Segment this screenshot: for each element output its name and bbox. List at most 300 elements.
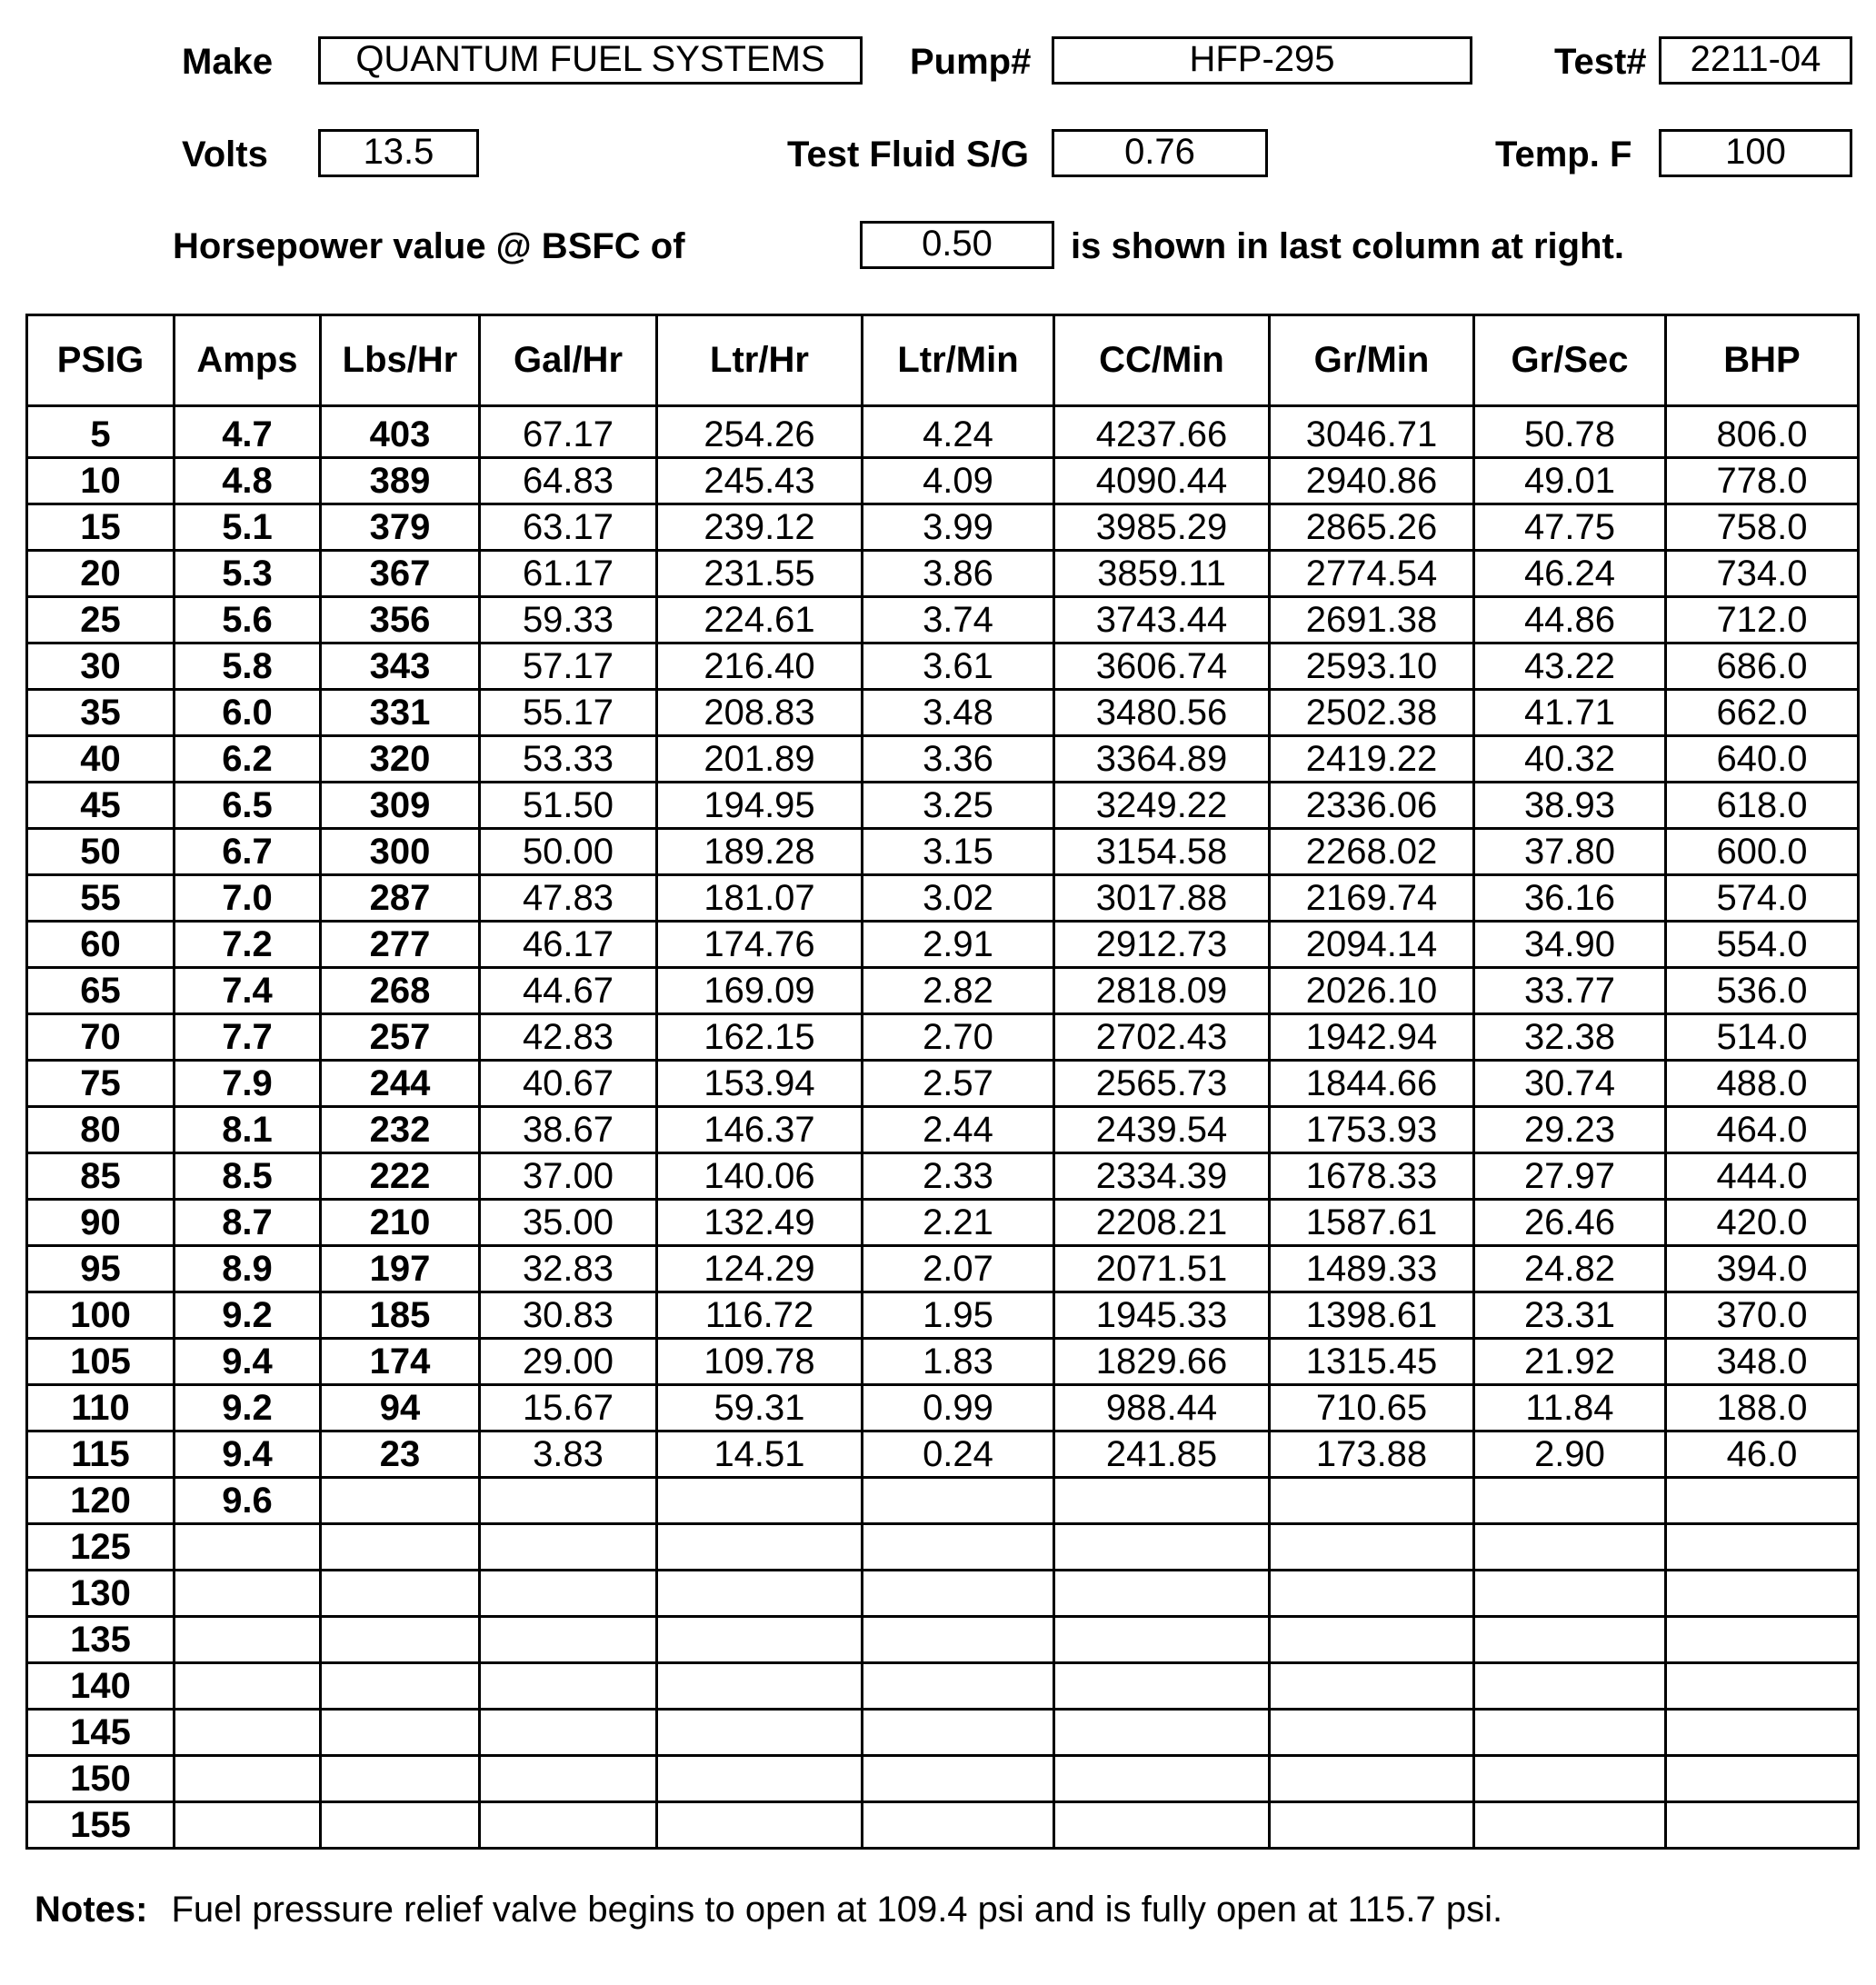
pump-test-table: [25, 314, 1860, 1850]
cell-bhp: 46.0: [1666, 1431, 1859, 1478]
cell-lbs-hr: 356: [321, 597, 480, 643]
cell-bhp: 734.0: [1666, 551, 1859, 597]
table-row: [27, 1339, 1859, 1385]
cell-gr-min: 1315.45: [1270, 1339, 1474, 1385]
table-row: [27, 1014, 1859, 1061]
cell-ltr-hr: [657, 1571, 863, 1617]
table-row: [27, 922, 1859, 968]
table-row: [27, 1663, 1859, 1710]
cell-ltr-min: 2.21: [863, 1200, 1054, 1246]
cell-ltr-min: 3.61: [863, 643, 1054, 690]
cell-gr-sec: 36.16: [1474, 875, 1666, 922]
cell-amps: [175, 1710, 321, 1756]
cell-gr-sec: 29.23: [1474, 1107, 1666, 1153]
cell-gal-hr: 42.83: [480, 1014, 657, 1061]
cell-ltr-hr: 116.72: [657, 1292, 863, 1339]
cell-gal-hr: 46.17: [480, 922, 657, 968]
cell-bhp: [1666, 1478, 1859, 1524]
cell-lbs-hr: [321, 1478, 480, 1524]
cell-ltr-hr: 59.31: [657, 1385, 863, 1431]
table-row: [27, 1431, 1859, 1478]
cell-gr-sec: 41.71: [1474, 690, 1666, 736]
cell-gr-min: 1942.94: [1270, 1014, 1474, 1061]
cell-gr-min: 2268.02: [1270, 829, 1474, 875]
cell-cc-min: [1054, 1756, 1270, 1802]
table-row: [27, 1756, 1859, 1802]
cell-gr-sec: 24.82: [1474, 1246, 1666, 1292]
cell-gal-hr: 37.00: [480, 1153, 657, 1200]
cell-bhp: [1666, 1802, 1859, 1849]
cell-bhp: [1666, 1617, 1859, 1663]
cell-ltr-hr: [657, 1617, 863, 1663]
cell-ltr-min: [863, 1710, 1054, 1756]
cell-psig: 30: [27, 643, 175, 690]
cell-psig: 115: [27, 1431, 175, 1478]
cell-psig: 50: [27, 829, 175, 875]
cell-bhp: 488.0: [1666, 1061, 1859, 1107]
cell-gr-min: 173.88: [1270, 1431, 1474, 1478]
cell-lbs-hr: 343: [321, 643, 480, 690]
cell-psig: 15: [27, 504, 175, 551]
cell-amps: 8.1: [175, 1107, 321, 1153]
cell-amps: 8.7: [175, 1200, 321, 1246]
cell-gal-hr: 51.50: [480, 783, 657, 829]
cell-ltr-min: 0.24: [863, 1431, 1054, 1478]
cell-ltr-hr: 174.76: [657, 922, 863, 968]
table-row: [27, 1292, 1859, 1339]
table-row: [27, 1478, 1859, 1524]
cell-gr-min: 1398.61: [1270, 1292, 1474, 1339]
cell-cc-min: 3249.22: [1054, 783, 1270, 829]
table-row: [27, 736, 1859, 783]
cell-cc-min: 1945.33: [1054, 1292, 1270, 1339]
cell-psig: 75: [27, 1061, 175, 1107]
cell-gr-min: 2336.06: [1270, 783, 1474, 829]
cell-gr-min: 710.65: [1270, 1385, 1474, 1431]
cell-gr-sec: 32.38: [1474, 1014, 1666, 1061]
cell-ltr-hr: 181.07: [657, 875, 863, 922]
cell-gr-sec: 26.46: [1474, 1200, 1666, 1246]
cell-amps: 8.9: [175, 1246, 321, 1292]
cell-ltr-hr: [657, 1524, 863, 1571]
cell-psig: 150: [27, 1756, 175, 1802]
cell-ltr-min: [863, 1524, 1054, 1571]
cell-lbs-hr: [321, 1571, 480, 1617]
cell-gr-min: 2593.10: [1270, 643, 1474, 690]
table-row: [27, 1200, 1859, 1246]
cell-amps: [175, 1524, 321, 1571]
cell-bhp: 712.0: [1666, 597, 1859, 643]
cell-cc-min: 3985.29: [1054, 504, 1270, 551]
cell-cc-min: 2912.73: [1054, 922, 1270, 968]
cell-ltr-min: 2.70: [863, 1014, 1054, 1061]
cell-lbs-hr: [321, 1756, 480, 1802]
cell-cc-min: 3859.11: [1054, 551, 1270, 597]
cell-cc-min: 3743.44: [1054, 597, 1270, 643]
cell-lbs-hr: 403: [321, 406, 480, 458]
cell-gr-min: 1489.33: [1270, 1246, 1474, 1292]
cell-gal-hr: 53.33: [480, 736, 657, 783]
cell-bhp: 536.0: [1666, 968, 1859, 1014]
cell-bhp: [1666, 1571, 1859, 1617]
cell-cc-min: 2439.54: [1054, 1107, 1270, 1153]
cell-gr-sec: [1474, 1617, 1666, 1663]
cell-gr-sec: 33.77: [1474, 968, 1666, 1014]
cell-gal-hr: 55.17: [480, 690, 657, 736]
cell-amps: 8.5: [175, 1153, 321, 1200]
cell-gr-sec: 40.32: [1474, 736, 1666, 783]
cell-psig: 60: [27, 922, 175, 968]
cell-gr-min: 1678.33: [1270, 1153, 1474, 1200]
cell-gr-min: [1270, 1710, 1474, 1756]
bsfc-field[interactable]: 0.50: [860, 221, 1054, 269]
cell-amps: [175, 1756, 321, 1802]
cell-lbs-hr: 94: [321, 1385, 480, 1431]
cell-gal-hr: 30.83: [480, 1292, 657, 1339]
cell-ltr-min: [863, 1617, 1054, 1663]
cell-psig: 145: [27, 1710, 175, 1756]
temp-field[interactable]: 100: [1659, 129, 1852, 177]
cell-bhp: 188.0: [1666, 1385, 1859, 1431]
table-row: [27, 597, 1859, 643]
column-header-gr-min: Gr/Min: [1270, 315, 1474, 406]
cell-gal-hr: 61.17: [480, 551, 657, 597]
cell-gr-sec: [1474, 1524, 1666, 1571]
cell-gal-hr: 50.00: [480, 829, 657, 875]
cell-gr-sec: 50.78: [1474, 406, 1666, 458]
cell-amps: 5.8: [175, 643, 321, 690]
test-fluid-sg-field[interactable]: 0.76: [1052, 129, 1268, 177]
cell-gr-sec: 23.31: [1474, 1292, 1666, 1339]
cell-gal-hr: [480, 1478, 657, 1524]
cell-bhp: 618.0: [1666, 783, 1859, 829]
cell-amps: 7.7: [175, 1014, 321, 1061]
cell-gr-sec: 2.90: [1474, 1431, 1666, 1478]
cell-lbs-hr: 210: [321, 1200, 480, 1246]
cell-psig: 85: [27, 1153, 175, 1200]
cell-ltr-hr: [657, 1478, 863, 1524]
pump-label: Pump#: [910, 42, 1032, 82]
cell-gal-hr: [480, 1663, 657, 1710]
cell-bhp: [1666, 1756, 1859, 1802]
cell-ltr-hr: 169.09: [657, 968, 863, 1014]
cell-ltr-hr: 124.29: [657, 1246, 863, 1292]
cell-gr-min: [1270, 1802, 1474, 1849]
cell-gr-min: 1844.66: [1270, 1061, 1474, 1107]
cell-ltr-min: 2.82: [863, 968, 1054, 1014]
cell-ltr-min: 3.99: [863, 504, 1054, 551]
cell-lbs-hr: 257: [321, 1014, 480, 1061]
cell-ltr-min: 0.99: [863, 1385, 1054, 1431]
pump-field[interactable]: HFP-295: [1052, 36, 1472, 85]
table-row: [27, 1617, 1859, 1663]
cell-cc-min: [1054, 1710, 1270, 1756]
cell-gr-sec: 47.75: [1474, 504, 1666, 551]
table-row: [27, 875, 1859, 922]
cell-gal-hr: [480, 1571, 657, 1617]
cell-lbs-hr: 309: [321, 783, 480, 829]
cell-cc-min: 3017.88: [1054, 875, 1270, 922]
cell-gr-min: 2169.74: [1270, 875, 1474, 922]
cell-amps: 7.4: [175, 968, 321, 1014]
bsfc-label: Horsepower value @ BSFC of: [173, 226, 685, 266]
cell-gr-sec: 34.90: [1474, 922, 1666, 968]
cell-cc-min: [1054, 1524, 1270, 1571]
cell-lbs-hr: [321, 1524, 480, 1571]
cell-ltr-min: 2.57: [863, 1061, 1054, 1107]
cell-ltr-min: [863, 1571, 1054, 1617]
cell-gal-hr: [480, 1617, 657, 1663]
cell-ltr-hr: 216.40: [657, 643, 863, 690]
cell-amps: 7.0: [175, 875, 321, 922]
cell-gr-sec: 27.97: [1474, 1153, 1666, 1200]
cell-lbs-hr: 268: [321, 968, 480, 1014]
cell-ltr-hr: 194.95: [657, 783, 863, 829]
cell-gr-sec: 11.84: [1474, 1385, 1666, 1431]
cell-ltr-min: 2.07: [863, 1246, 1054, 1292]
cell-bhp: 686.0: [1666, 643, 1859, 690]
cell-gr-min: [1270, 1478, 1474, 1524]
cell-gr-min: [1270, 1756, 1474, 1802]
cell-psig: 110: [27, 1385, 175, 1431]
cell-gal-hr: 35.00: [480, 1200, 657, 1246]
cell-cc-min: 2702.43: [1054, 1014, 1270, 1061]
table-row: [27, 968, 1859, 1014]
notes-label: Notes:: [35, 1890, 148, 1930]
cell-gal-hr: 3.83: [480, 1431, 657, 1478]
cell-gr-min: 2094.14: [1270, 922, 1474, 968]
cell-bhp: 758.0: [1666, 504, 1859, 551]
cell-cc-min: 241.85: [1054, 1431, 1270, 1478]
cell-lbs-hr: [321, 1802, 480, 1849]
cell-lbs-hr: 367: [321, 551, 480, 597]
table-row: [27, 829, 1859, 875]
cell-psig: 70: [27, 1014, 175, 1061]
cell-cc-min: [1054, 1571, 1270, 1617]
table-row: [27, 1061, 1859, 1107]
cell-bhp: 514.0: [1666, 1014, 1859, 1061]
cell-lbs-hr: 174: [321, 1339, 480, 1385]
cell-ltr-hr: 153.94: [657, 1061, 863, 1107]
cell-ltr-min: 3.48: [863, 690, 1054, 736]
cell-psig: 120: [27, 1478, 175, 1524]
cell-cc-min: 2565.73: [1054, 1061, 1270, 1107]
table-body: [27, 406, 1859, 1849]
cell-gr-min: [1270, 1571, 1474, 1617]
cell-psig: 140: [27, 1663, 175, 1710]
cell-ltr-hr: 189.28: [657, 829, 863, 875]
temp-label: Temp. F: [1495, 135, 1632, 175]
cell-ltr-min: 3.02: [863, 875, 1054, 922]
cell-cc-min: 2071.51: [1054, 1246, 1270, 1292]
cell-lbs-hr: 277: [321, 922, 480, 968]
cell-gr-sec: [1474, 1478, 1666, 1524]
table-row: [27, 551, 1859, 597]
cell-psig: 25: [27, 597, 175, 643]
cell-psig: 5: [27, 406, 175, 458]
notes: [35, 1888, 1502, 1931]
cell-gal-hr: 47.83: [480, 875, 657, 922]
table-row: [27, 690, 1859, 736]
cell-gr-min: 1753.93: [1270, 1107, 1474, 1153]
cell-ltr-min: [863, 1756, 1054, 1802]
cell-amps: [175, 1571, 321, 1617]
cell-psig: 40: [27, 736, 175, 783]
test-field[interactable]: 2211-04: [1659, 36, 1852, 85]
cell-gal-hr: 67.17: [480, 406, 657, 458]
cell-ltr-min: 4.24: [863, 406, 1054, 458]
cell-gr-sec: 30.74: [1474, 1061, 1666, 1107]
table-row: [27, 458, 1859, 504]
table-row: [27, 1153, 1859, 1200]
cell-cc-min: [1054, 1617, 1270, 1663]
cell-psig: 80: [27, 1107, 175, 1153]
table-row: [27, 1107, 1859, 1153]
cell-gr-min: 2865.26: [1270, 504, 1474, 551]
column-header-bhp: BHP: [1666, 315, 1859, 406]
cell-amps: 4.8: [175, 458, 321, 504]
cell-amps: [175, 1802, 321, 1849]
table-row: [27, 643, 1859, 690]
table-row: [27, 1524, 1859, 1571]
cell-amps: 9.2: [175, 1292, 321, 1339]
table-row: [27, 504, 1859, 551]
cell-cc-min: [1054, 1478, 1270, 1524]
table-row: [27, 1571, 1859, 1617]
cell-ltr-hr: 140.06: [657, 1153, 863, 1200]
header-row: [27, 315, 1859, 406]
cell-psig: 20: [27, 551, 175, 597]
cell-gr-sec: [1474, 1802, 1666, 1849]
cell-bhp: [1666, 1710, 1859, 1756]
cell-gr-min: 3046.71: [1270, 406, 1474, 458]
volts-field[interactable]: 13.5: [318, 129, 479, 177]
cell-ltr-hr: 201.89: [657, 736, 863, 783]
cell-gr-sec: [1474, 1663, 1666, 1710]
cell-ltr-hr: [657, 1710, 863, 1756]
cell-ltr-hr: 14.51: [657, 1431, 863, 1478]
cell-amps: 9.4: [175, 1339, 321, 1385]
cell-gr-min: 2026.10: [1270, 968, 1474, 1014]
cell-gr-sec: [1474, 1756, 1666, 1802]
cell-amps: 6.0: [175, 690, 321, 736]
cell-psig: 155: [27, 1802, 175, 1849]
volts-label: Volts: [182, 135, 268, 175]
cell-cc-min: 2334.39: [1054, 1153, 1270, 1200]
cell-psig: 95: [27, 1246, 175, 1292]
cell-gal-hr: 64.83: [480, 458, 657, 504]
cell-gal-hr: [480, 1710, 657, 1756]
cell-amps: 5.1: [175, 504, 321, 551]
cell-lbs-hr: 244: [321, 1061, 480, 1107]
cell-bhp: 464.0: [1666, 1107, 1859, 1153]
cell-lbs-hr: [321, 1617, 480, 1663]
cell-gr-min: 1587.61: [1270, 1200, 1474, 1246]
cell-gr-sec: 44.86: [1474, 597, 1666, 643]
cell-bhp: 600.0: [1666, 829, 1859, 875]
cell-amps: [175, 1617, 321, 1663]
cell-gr-min: [1270, 1617, 1474, 1663]
cell-gal-hr: [480, 1524, 657, 1571]
cell-ltr-hr: [657, 1756, 863, 1802]
cell-ltr-hr: [657, 1802, 863, 1849]
make-field[interactable]: QUANTUM FUEL SYSTEMS: [318, 36, 863, 85]
cell-gr-min: 2419.22: [1270, 736, 1474, 783]
cell-cc-min: 988.44: [1054, 1385, 1270, 1431]
cell-cc-min: 3364.89: [1054, 736, 1270, 783]
cell-gal-hr: 15.67: [480, 1385, 657, 1431]
cell-ltr-min: 2.44: [863, 1107, 1054, 1153]
cell-amps: [175, 1663, 321, 1710]
cell-ltr-min: 3.74: [863, 597, 1054, 643]
cell-gr-min: 2940.86: [1270, 458, 1474, 504]
cell-ltr-hr: 132.49: [657, 1200, 863, 1246]
cell-ltr-hr: 146.37: [657, 1107, 863, 1153]
cell-lbs-hr: 389: [321, 458, 480, 504]
cell-gal-hr: 40.67: [480, 1061, 657, 1107]
cell-lbs-hr: 300: [321, 829, 480, 875]
cell-ltr-min: [863, 1663, 1054, 1710]
cell-amps: 4.7: [175, 406, 321, 458]
cell-ltr-min: 3.15: [863, 829, 1054, 875]
cell-gal-hr: 57.17: [480, 643, 657, 690]
cell-ltr-hr: [657, 1663, 863, 1710]
cell-gr-sec: 37.80: [1474, 829, 1666, 875]
cell-lbs-hr: 23: [321, 1431, 480, 1478]
cell-lbs-hr: 232: [321, 1107, 480, 1153]
cell-gal-hr: 29.00: [480, 1339, 657, 1385]
test-fluid-sg-label: Test Fluid S/G: [787, 135, 1029, 175]
cell-ltr-hr: 162.15: [657, 1014, 863, 1061]
cell-psig: 35: [27, 690, 175, 736]
cell-gal-hr: [480, 1756, 657, 1802]
cell-gr-sec: 49.01: [1474, 458, 1666, 504]
table-row: [27, 783, 1859, 829]
cell-cc-min: 2818.09: [1054, 968, 1270, 1014]
notes-text: Fuel pressure relief valve begins to open at 109.4 psi and is fully open at 115.7 psi.: [171, 1890, 1503, 1930]
cell-gal-hr: 44.67: [480, 968, 657, 1014]
cell-lbs-hr: 379: [321, 504, 480, 551]
table-row: [27, 1385, 1859, 1431]
cell-psig: 90: [27, 1200, 175, 1246]
cell-ltr-min: 4.09: [863, 458, 1054, 504]
cell-amps: 7.9: [175, 1061, 321, 1107]
column-header-amps: Amps: [175, 315, 321, 406]
cell-psig: 135: [27, 1617, 175, 1663]
cell-bhp: 394.0: [1666, 1246, 1859, 1292]
cell-bhp: 444.0: [1666, 1153, 1859, 1200]
cell-psig: 65: [27, 968, 175, 1014]
cell-ltr-hr: 245.43: [657, 458, 863, 504]
column-header-ltr-hr: Ltr/Hr: [657, 315, 863, 406]
cell-gal-hr: 38.67: [480, 1107, 657, 1153]
cell-bhp: [1666, 1524, 1859, 1571]
cell-cc-min: 1829.66: [1054, 1339, 1270, 1385]
cell-amps: 6.7: [175, 829, 321, 875]
make-label: Make: [182, 42, 274, 82]
cell-bhp: 806.0: [1666, 406, 1859, 458]
cell-lbs-hr: 320: [321, 736, 480, 783]
cell-ltr-hr: 254.26: [657, 406, 863, 458]
cell-lbs-hr: 197: [321, 1246, 480, 1292]
cell-gr-min: [1270, 1663, 1474, 1710]
cell-cc-min: 4237.66: [1054, 406, 1270, 458]
cell-amps: 9.2: [175, 1385, 321, 1431]
column-header-ltr-min: Ltr/Min: [863, 315, 1054, 406]
cell-ltr-hr: 231.55: [657, 551, 863, 597]
cell-gr-sec: 38.93: [1474, 783, 1666, 829]
cell-amps: 5.3: [175, 551, 321, 597]
